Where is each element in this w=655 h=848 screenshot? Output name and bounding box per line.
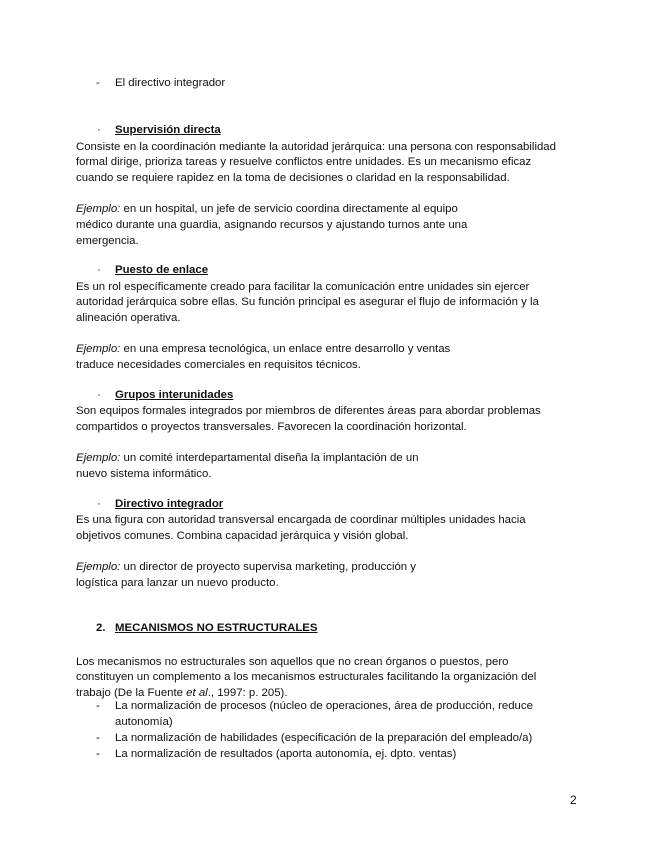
example-line: médico durante una guardia, asignando recursos y ajustando turnos ante una (76, 219, 468, 231)
example-line: nuevo sistema informático. (76, 468, 212, 480)
citation-et-al: et al (186, 687, 208, 699)
example-line: Ejemplo: un director de proyecto supervisa marketing, producción y (76, 561, 417, 573)
paragraph-line: Consiste en la coordinación mediante la autoridad jerárquica: una persona con responsabilidad (76, 141, 556, 153)
dash-marker: - (96, 732, 100, 744)
bullet-marker: · (97, 498, 101, 510)
example-line: traduce necesidades comerciales en requisitos técnicos. (76, 359, 361, 371)
dash-marker: - (96, 77, 100, 89)
paragraph-line: cuando se requiere rapidez en la toma de decisiones o claridad en la responsabilidad. (76, 172, 510, 184)
page-number: 2 (570, 793, 577, 807)
bullet-marker: · (97, 124, 101, 136)
heading-directivo-integrador: Directivo integrador (115, 498, 224, 510)
list-item: La normalización de habilidades (especificación de la preparación del empleado/a) (115, 732, 533, 744)
bullet-marker: · (97, 389, 101, 401)
heading-supervision-directa: Supervisión directa (115, 124, 221, 136)
example-line: Ejemplo: en un hospital, un jefe de servicio coordina directamente al equipo (76, 203, 458, 215)
paragraph-line: alineación operativa. (76, 312, 181, 324)
example-label: Ejemplo: (76, 203, 121, 215)
paragraph-line: objetivos comunes. Combina capacidad jerárquica y visión global. (76, 530, 409, 542)
paragraph-line: compartidos o proyectos transversales. Favorecen la coordinación horizontal. (76, 421, 467, 433)
dash-marker: - (96, 700, 100, 712)
paragraph-line: Los mecanismos no estructurales son aquellos que no crean órganos o puestos, pero (76, 656, 509, 668)
list-item: La normalización de procesos (núcleo de operaciones, área de producción, reduce (115, 700, 533, 712)
bullet-marker: · (97, 264, 101, 276)
heading-puesto-de-enlace: Puesto de enlace (115, 264, 209, 276)
example-label: Ejemplo: (76, 343, 121, 355)
example-line: Ejemplo: un comité interdepartamental diseña la implantación de un (76, 452, 419, 464)
paragraph-line: autoridad jerárquica sobre ellas. Su función principal es asegurar el flujo de información y la (76, 296, 539, 308)
example-label: Ejemplo: (76, 561, 121, 573)
list-item-continuation: autonomía) (115, 716, 173, 728)
paragraph-line: constituyen un complemento a los mecanismos estructurales facilitando la organización del (76, 671, 537, 683)
intro-list-item: El directivo integrador (115, 77, 226, 89)
example-line: Ejemplo: en una empresa tecnológica, un enlace entre desarrollo y ventas (76, 343, 451, 355)
section-title: MECANISMOS NO ESTRUCTURALES (115, 622, 318, 634)
dash-marker: - (96, 748, 100, 760)
list-item: La normalización de resultados (aporta autonomía, ej. dpto. ventas) (115, 748, 457, 760)
paragraph-line: Es una figura con autoridad transversal encargada de coordinar múltiples unidades hacia (76, 514, 526, 526)
section-number: 2. (96, 622, 106, 634)
paragraph-line: Es un rol específicamente creado para facilitar la comunicación entre unidades sin ejercer (76, 281, 530, 293)
example-label: Ejemplo: (76, 452, 121, 464)
example-line: emergencia. (76, 235, 139, 247)
heading-grupos-interunidades: Grupos interunidades (115, 389, 234, 401)
paragraph-line: formal dirige, prioriza tareas y resuelve conflictos entre unidades. Es un mecanismo eficaz (76, 156, 532, 168)
example-line: logística para lanzar un nuevo producto. (76, 577, 279, 589)
paragraph-line: Son equipos formales integrados por miembros de diferentes áreas para abordar problemas (76, 405, 541, 417)
paragraph-line: trabajo (De la Fuente et al., 1997: p. 205). (76, 687, 288, 699)
